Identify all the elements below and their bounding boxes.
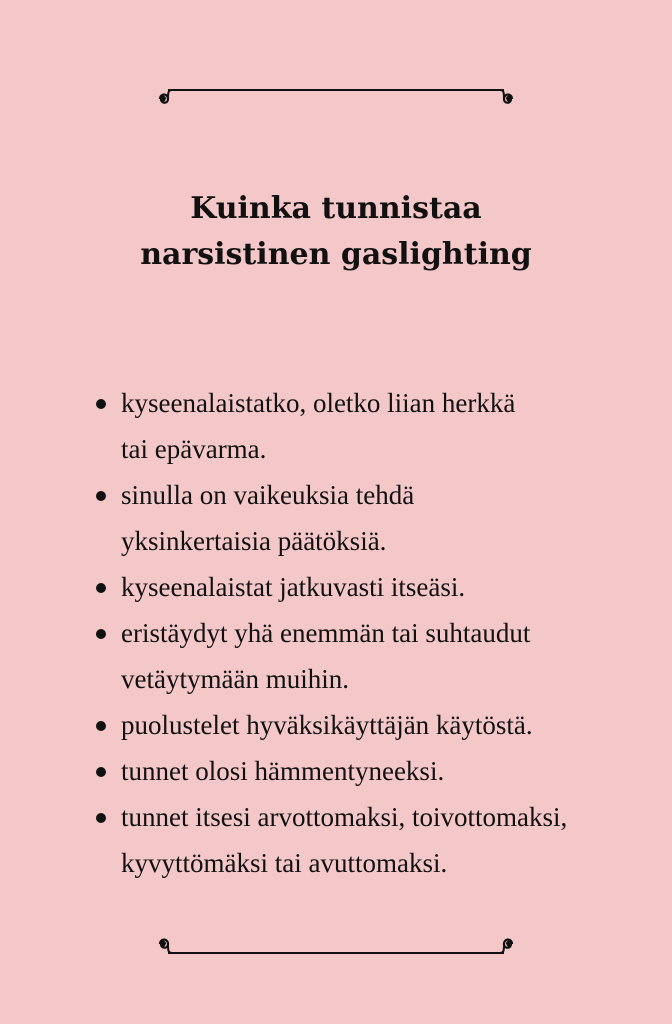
list-item: [92, 472, 612, 564]
list-item: [92, 748, 612, 794]
list-item-text-continued: vetäytymään muihin.: [121, 664, 349, 694]
list-item-text: kyseenalaistat jatkuvasti itseäsi.: [121, 572, 466, 602]
list-item: [92, 380, 612, 472]
list-item-text: tunnet olosi hämmentyneeksi.: [121, 756, 445, 786]
top-ornamental-divider: [146, 87, 526, 111]
list-item-text: puolustelet hyväksikäyttäjän käytöstä.: [121, 710, 533, 740]
scroll-ornament-icon: [146, 932, 526, 956]
list-item-text: sinulla on vaikeuksia tehdä: [121, 480, 415, 510]
bottom-ornamental-divider: [146, 932, 526, 956]
list-item: [92, 564, 612, 610]
title-line-1: Kuinka tunnistaa: [190, 191, 482, 226]
scroll-ornament-icon: [146, 87, 526, 111]
list-item-text-continued: tai epävarma.: [121, 434, 267, 464]
list-item: [92, 702, 612, 748]
sign-list: [92, 380, 612, 886]
list-item-text: eristäydyt yhä enemmän tai suhtaudut: [121, 618, 531, 648]
list-item-text: kyseenalaistatko, oletko liian herkkä: [121, 388, 516, 418]
list-item: [92, 610, 612, 702]
page-title: [0, 186, 672, 278]
list-item: [92, 794, 612, 886]
list-item-text: tunnet itsesi arvottomaksi, toivottomaksi,: [121, 802, 568, 832]
list-item-text-continued: yksinkertaisia päätöksiä.: [121, 526, 387, 556]
list-item-text-continued: kyvyttömäksi tai avuttomaksi.: [121, 848, 448, 878]
title-line-2: narsistinen gaslighting: [140, 237, 532, 272]
